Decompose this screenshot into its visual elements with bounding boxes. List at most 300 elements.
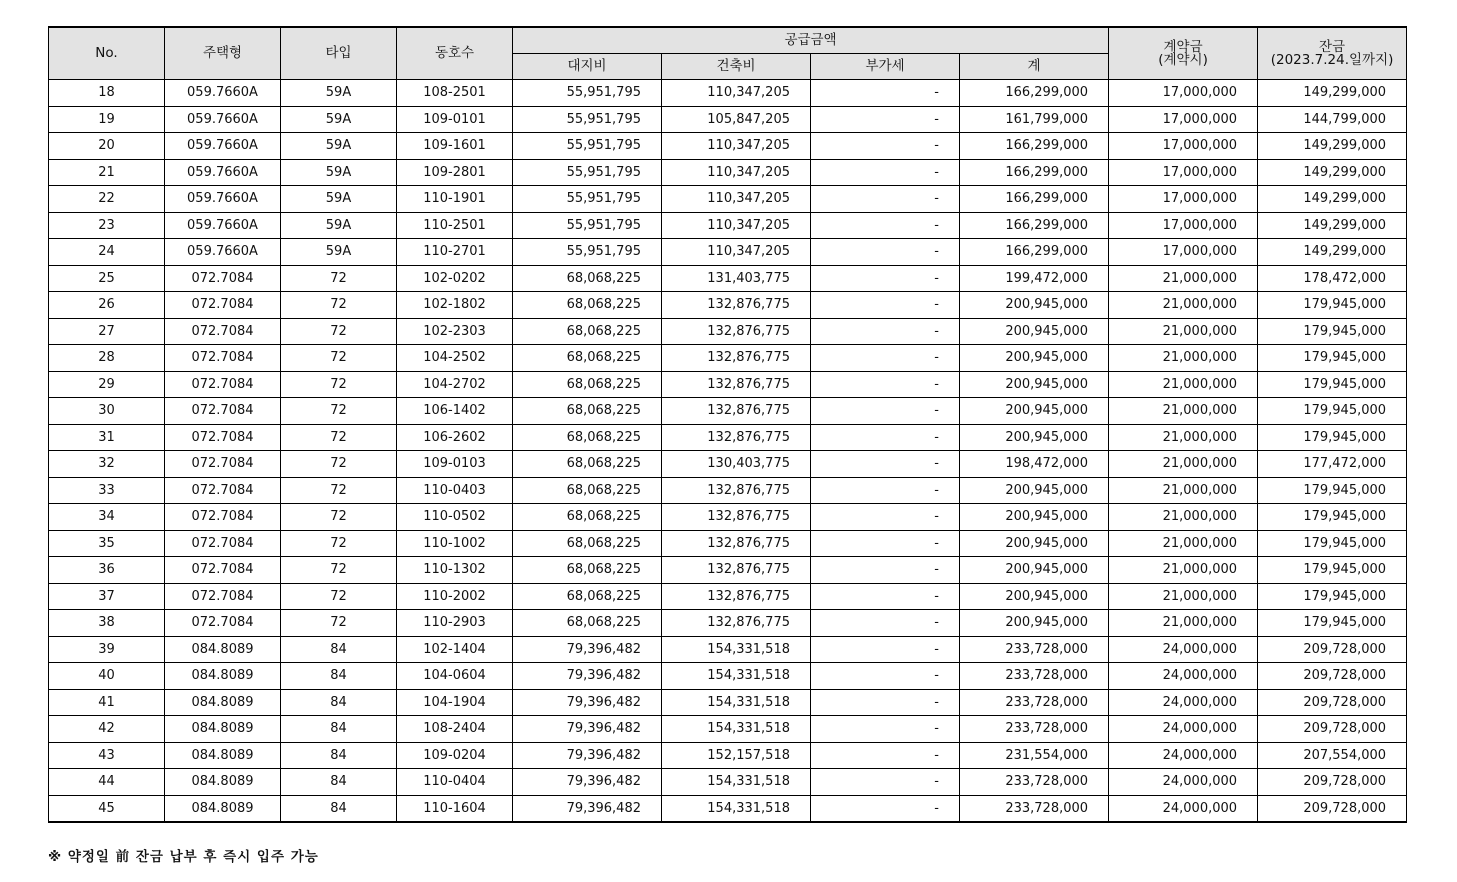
cell-building-cost: 152,157,518 [662, 742, 811, 769]
cell-building-cost: 132,876,775 [662, 398, 811, 425]
cell-balance: 179,945,000 [1258, 530, 1407, 557]
cell-building-cost: 132,876,775 [662, 530, 811, 557]
cell-house-type: 072.7084 [165, 265, 281, 292]
table-row [49, 318, 1407, 345]
cell-deposit: 21,000,000 [1109, 451, 1258, 478]
table-row [49, 345, 1407, 372]
header-deposit [1109, 27, 1258, 80]
cell-no: 24 [49, 239, 165, 266]
cell-vat: - [811, 451, 960, 478]
cell-type: 84 [281, 689, 397, 716]
cell-total: 166,299,000 [960, 239, 1109, 266]
cell-total: 233,728,000 [960, 769, 1109, 796]
cell-land-cost: 79,396,482 [513, 689, 662, 716]
cell-balance: 149,299,000 [1258, 159, 1407, 186]
cell-type: 84 [281, 742, 397, 769]
cell-land-cost: 68,068,225 [513, 504, 662, 531]
cell-building-cost: 132,876,775 [662, 583, 811, 610]
table-row [49, 398, 1407, 425]
cell-type: 84 [281, 663, 397, 690]
cell-vat: - [811, 742, 960, 769]
header-deposit-line1: 계약금 [1163, 38, 1203, 55]
table-row [49, 716, 1407, 743]
cell-unit: 102-0202 [397, 265, 513, 292]
cell-unit: 109-2801 [397, 159, 513, 186]
table-row [49, 212, 1407, 239]
cell-total: 200,945,000 [960, 530, 1109, 557]
cell-vat: - [811, 133, 960, 160]
cell-land-cost: 68,068,225 [513, 398, 662, 425]
cell-building-cost: 105,847,205 [662, 106, 811, 133]
cell-vat: - [811, 292, 960, 319]
cell-vat: - [811, 610, 960, 637]
cell-unit: 110-0502 [397, 504, 513, 531]
cell-vat: - [811, 504, 960, 531]
cell-vat: - [811, 583, 960, 610]
cell-land-cost: 68,068,225 [513, 265, 662, 292]
table-body [49, 80, 1407, 823]
cell-unit: 110-1002 [397, 530, 513, 557]
header-house-type: 주택형 [165, 27, 281, 80]
table-row [49, 530, 1407, 557]
cell-house-type: 084.8089 [165, 663, 281, 690]
cell-type: 84 [281, 716, 397, 743]
price-table [48, 26, 1407, 823]
cell-no: 31 [49, 424, 165, 451]
cell-no: 22 [49, 186, 165, 213]
cell-land-cost: 68,068,225 [513, 424, 662, 451]
header-land-cost: 대지비 [513, 54, 662, 80]
cell-type: 59A [281, 106, 397, 133]
cell-land-cost: 68,068,225 [513, 477, 662, 504]
table-row [49, 186, 1407, 213]
cell-vat: - [811, 663, 960, 690]
cell-total: 166,299,000 [960, 159, 1109, 186]
header-balance-line2: (2023.7.24.일까지) [1270, 51, 1394, 68]
table-header [49, 27, 1407, 80]
table-row [49, 583, 1407, 610]
cell-deposit: 21,000,000 [1109, 610, 1258, 637]
cell-building-cost: 154,331,518 [662, 663, 811, 690]
cell-unit: 109-1601 [397, 133, 513, 160]
cell-type: 59A [281, 80, 397, 107]
cell-unit: 108-2501 [397, 80, 513, 107]
cell-balance: 209,728,000 [1258, 769, 1407, 796]
cell-no: 34 [49, 504, 165, 531]
header-supply-amount: 공급금액 [513, 27, 1109, 54]
cell-building-cost: 132,876,775 [662, 477, 811, 504]
cell-type: 84 [281, 769, 397, 796]
cell-house-type: 072.7084 [165, 345, 281, 372]
cell-land-cost: 68,068,225 [513, 583, 662, 610]
table-row [49, 610, 1407, 637]
cell-house-type: 084.8089 [165, 636, 281, 663]
cell-building-cost: 132,876,775 [662, 557, 811, 584]
cell-land-cost: 55,951,795 [513, 239, 662, 266]
cell-house-type: 059.7660A [165, 186, 281, 213]
header-vat: 부가세 [811, 54, 960, 80]
cell-total: 233,728,000 [960, 795, 1109, 822]
cell-house-type: 059.7660A [165, 212, 281, 239]
cell-total: 200,945,000 [960, 557, 1109, 584]
header-type: 타입 [281, 27, 397, 80]
header-deposit-line2: (계약시) [1158, 51, 1208, 68]
header-total: 계 [960, 54, 1109, 80]
cell-house-type: 059.7660A [165, 133, 281, 160]
cell-deposit: 21,000,000 [1109, 371, 1258, 398]
cell-unit: 109-0101 [397, 106, 513, 133]
cell-unit: 102-2303 [397, 318, 513, 345]
cell-vat: - [811, 265, 960, 292]
table-row [49, 424, 1407, 451]
cell-deposit: 21,000,000 [1109, 265, 1258, 292]
cell-unit: 106-2602 [397, 424, 513, 451]
cell-balance: 179,945,000 [1258, 318, 1407, 345]
cell-no: 30 [49, 398, 165, 425]
cell-house-type: 072.7084 [165, 398, 281, 425]
cell-type: 72 [281, 610, 397, 637]
cell-land-cost: 55,951,795 [513, 106, 662, 133]
cell-land-cost: 68,068,225 [513, 557, 662, 584]
cell-type: 72 [281, 504, 397, 531]
cell-balance: 179,945,000 [1258, 583, 1407, 610]
cell-total: 233,728,000 [960, 636, 1109, 663]
cell-building-cost: 110,347,205 [662, 212, 811, 239]
cell-building-cost: 110,347,205 [662, 159, 811, 186]
cell-no: 35 [49, 530, 165, 557]
cell-no: 33 [49, 477, 165, 504]
cell-total: 166,299,000 [960, 80, 1109, 107]
cell-land-cost: 68,068,225 [513, 371, 662, 398]
cell-unit: 110-1302 [397, 557, 513, 584]
cell-building-cost: 154,331,518 [662, 795, 811, 822]
cell-house-type: 072.7084 [165, 583, 281, 610]
cell-house-type: 084.8089 [165, 689, 281, 716]
cell-vat: - [811, 795, 960, 822]
cell-balance: 209,728,000 [1258, 716, 1407, 743]
cell-unit: 104-1904 [397, 689, 513, 716]
cell-no: 32 [49, 451, 165, 478]
cell-total: 200,945,000 [960, 398, 1109, 425]
cell-balance: 209,728,000 [1258, 795, 1407, 822]
cell-land-cost: 68,068,225 [513, 345, 662, 372]
table-row [49, 769, 1407, 796]
cell-balance: 179,945,000 [1258, 292, 1407, 319]
cell-no: 37 [49, 583, 165, 610]
cell-type: 59A [281, 212, 397, 239]
cell-total: 198,472,000 [960, 451, 1109, 478]
cell-deposit: 24,000,000 [1109, 769, 1258, 796]
cell-no: 45 [49, 795, 165, 822]
cell-land-cost: 68,068,225 [513, 318, 662, 345]
cell-type: 72 [281, 318, 397, 345]
cell-land-cost: 79,396,482 [513, 636, 662, 663]
cell-balance: 207,554,000 [1258, 742, 1407, 769]
cell-vat: - [811, 398, 960, 425]
cell-total: 231,554,000 [960, 742, 1109, 769]
cell-land-cost: 55,951,795 [513, 212, 662, 239]
table-row [49, 159, 1407, 186]
cell-no: 41 [49, 689, 165, 716]
cell-type: 72 [281, 292, 397, 319]
cell-building-cost: 132,876,775 [662, 292, 811, 319]
cell-balance: 144,799,000 [1258, 106, 1407, 133]
cell-type: 59A [281, 159, 397, 186]
cell-land-cost: 68,068,225 [513, 610, 662, 637]
cell-land-cost: 79,396,482 [513, 663, 662, 690]
cell-house-type: 072.7084 [165, 557, 281, 584]
table-row [49, 265, 1407, 292]
cell-building-cost: 131,403,775 [662, 265, 811, 292]
cell-unit: 104-0604 [397, 663, 513, 690]
cell-vat: - [811, 212, 960, 239]
cell-deposit: 17,000,000 [1109, 159, 1258, 186]
cell-total: 200,945,000 [960, 371, 1109, 398]
cell-no: 36 [49, 557, 165, 584]
table-row [49, 80, 1407, 107]
header-no: No. [49, 27, 165, 80]
cell-total: 200,945,000 [960, 477, 1109, 504]
cell-deposit: 17,000,000 [1109, 186, 1258, 213]
cell-balance: 149,299,000 [1258, 239, 1407, 266]
cell-type: 84 [281, 636, 397, 663]
cell-deposit: 21,000,000 [1109, 292, 1258, 319]
cell-vat: - [811, 636, 960, 663]
cell-building-cost: 154,331,518 [662, 689, 811, 716]
cell-house-type: 059.7660A [165, 106, 281, 133]
cell-type: 72 [281, 530, 397, 557]
cell-building-cost: 154,331,518 [662, 769, 811, 796]
cell-unit: 110-2501 [397, 212, 513, 239]
cell-land-cost: 79,396,482 [513, 742, 662, 769]
cell-land-cost: 68,068,225 [513, 530, 662, 557]
cell-house-type: 072.7084 [165, 424, 281, 451]
cell-unit: 110-0404 [397, 769, 513, 796]
table-row [49, 742, 1407, 769]
cell-type: 72 [281, 424, 397, 451]
cell-land-cost: 79,396,482 [513, 716, 662, 743]
cell-building-cost: 110,347,205 [662, 239, 811, 266]
table-row [49, 371, 1407, 398]
cell-balance: 209,728,000 [1258, 689, 1407, 716]
cell-balance: 178,472,000 [1258, 265, 1407, 292]
cell-vat: - [811, 689, 960, 716]
cell-balance: 179,945,000 [1258, 345, 1407, 372]
cell-deposit: 24,000,000 [1109, 636, 1258, 663]
cell-deposit: 17,000,000 [1109, 80, 1258, 107]
cell-building-cost: 130,403,775 [662, 451, 811, 478]
cell-balance: 149,299,000 [1258, 80, 1407, 107]
cell-balance: 209,728,000 [1258, 663, 1407, 690]
cell-balance: 179,945,000 [1258, 371, 1407, 398]
cell-deposit: 24,000,000 [1109, 795, 1258, 822]
cell-building-cost: 132,876,775 [662, 610, 811, 637]
cell-deposit: 24,000,000 [1109, 663, 1258, 690]
cell-building-cost: 154,331,518 [662, 636, 811, 663]
table-row [49, 689, 1407, 716]
cell-no: 27 [49, 318, 165, 345]
cell-no: 25 [49, 265, 165, 292]
table-row [49, 292, 1407, 319]
cell-vat: - [811, 186, 960, 213]
cell-land-cost: 79,396,482 [513, 795, 662, 822]
cell-total: 233,728,000 [960, 689, 1109, 716]
table-row [49, 795, 1407, 822]
cell-deposit: 24,000,000 [1109, 689, 1258, 716]
cell-no: 21 [49, 159, 165, 186]
cell-type: 59A [281, 239, 397, 266]
cell-total: 233,728,000 [960, 716, 1109, 743]
cell-no: 38 [49, 610, 165, 637]
cell-house-type: 072.7084 [165, 371, 281, 398]
cell-no: 42 [49, 716, 165, 743]
cell-no: 39 [49, 636, 165, 663]
cell-balance: 179,945,000 [1258, 504, 1407, 531]
cell-unit: 110-1604 [397, 795, 513, 822]
table-row [49, 557, 1407, 584]
cell-building-cost: 110,347,205 [662, 133, 811, 160]
cell-deposit: 21,000,000 [1109, 477, 1258, 504]
cell-house-type: 072.7084 [165, 477, 281, 504]
cell-unit: 102-1802 [397, 292, 513, 319]
cell-unit: 110-0403 [397, 477, 513, 504]
cell-type: 59A [281, 186, 397, 213]
cell-total: 200,945,000 [960, 318, 1109, 345]
cell-type: 72 [281, 398, 397, 425]
cell-total: 200,945,000 [960, 292, 1109, 319]
cell-deposit: 21,000,000 [1109, 557, 1258, 584]
cell-balance: 179,945,000 [1258, 557, 1407, 584]
cell-type: 72 [281, 583, 397, 610]
cell-deposit: 21,000,000 [1109, 504, 1258, 531]
cell-unit: 104-2502 [397, 345, 513, 372]
table-row [49, 663, 1407, 690]
cell-deposit: 17,000,000 [1109, 106, 1258, 133]
cell-unit: 106-1402 [397, 398, 513, 425]
cell-unit: 102-1404 [397, 636, 513, 663]
cell-no: 26 [49, 292, 165, 319]
cell-vat: - [811, 424, 960, 451]
cell-vat: - [811, 530, 960, 557]
cell-no: 23 [49, 212, 165, 239]
cell-house-type: 059.7660A [165, 80, 281, 107]
cell-building-cost: 132,876,775 [662, 424, 811, 451]
cell-deposit: 17,000,000 [1109, 239, 1258, 266]
cell-vat: - [811, 716, 960, 743]
cell-balance: 149,299,000 [1258, 133, 1407, 160]
table-row [49, 504, 1407, 531]
cell-unit: 110-2903 [397, 610, 513, 637]
cell-no: 40 [49, 663, 165, 690]
cell-unit: 109-0103 [397, 451, 513, 478]
cell-vat: - [811, 318, 960, 345]
header-balance [1258, 27, 1407, 80]
header-unit: 동호수 [397, 27, 513, 80]
cell-no: 28 [49, 345, 165, 372]
cell-type: 72 [281, 371, 397, 398]
cell-house-type: 072.7084 [165, 530, 281, 557]
cell-building-cost: 132,876,775 [662, 504, 811, 531]
cell-no: 19 [49, 106, 165, 133]
cell-total: 200,945,000 [960, 504, 1109, 531]
cell-vat: - [811, 769, 960, 796]
cell-type: 84 [281, 795, 397, 822]
cell-balance: 177,472,000 [1258, 451, 1407, 478]
cell-deposit: 24,000,000 [1109, 742, 1258, 769]
cell-balance: 179,945,000 [1258, 610, 1407, 637]
cell-type: 59A [281, 133, 397, 160]
cell-total: 200,945,000 [960, 610, 1109, 637]
cell-total: 166,299,000 [960, 186, 1109, 213]
cell-house-type: 084.8089 [165, 742, 281, 769]
cell-deposit: 17,000,000 [1109, 133, 1258, 160]
footnote: ※ 약정일 前 잔금 납부 후 즉시 입주 가능 [48, 849, 319, 865]
cell-house-type: 084.8089 [165, 795, 281, 822]
cell-deposit: 21,000,000 [1109, 398, 1258, 425]
cell-building-cost: 110,347,205 [662, 80, 811, 107]
cell-no: 20 [49, 133, 165, 160]
cell-vat: - [811, 557, 960, 584]
cell-vat: - [811, 477, 960, 504]
table-row [49, 106, 1407, 133]
header-building-cost: 건축비 [662, 54, 811, 80]
cell-deposit: 17,000,000 [1109, 212, 1258, 239]
cell-house-type: 084.8089 [165, 769, 281, 796]
cell-house-type: 059.7660A [165, 239, 281, 266]
cell-building-cost: 132,876,775 [662, 371, 811, 398]
cell-total: 199,472,000 [960, 265, 1109, 292]
cell-deposit: 21,000,000 [1109, 530, 1258, 557]
cell-unit: 110-2002 [397, 583, 513, 610]
cell-land-cost: 55,951,795 [513, 159, 662, 186]
cell-total: 166,299,000 [960, 133, 1109, 160]
table-row [49, 451, 1407, 478]
cell-building-cost: 132,876,775 [662, 345, 811, 372]
cell-land-cost: 55,951,795 [513, 133, 662, 160]
table-row [49, 636, 1407, 663]
cell-house-type: 072.7084 [165, 504, 281, 531]
cell-type: 72 [281, 451, 397, 478]
cell-unit: 109-0204 [397, 742, 513, 769]
cell-balance: 179,945,000 [1258, 398, 1407, 425]
table-row [49, 477, 1407, 504]
cell-building-cost: 154,331,518 [662, 716, 811, 743]
cell-land-cost: 55,951,795 [513, 80, 662, 107]
cell-vat: - [811, 80, 960, 107]
price-table-container [48, 26, 1406, 823]
cell-total: 166,299,000 [960, 212, 1109, 239]
cell-balance: 179,945,000 [1258, 424, 1407, 451]
cell-deposit: 24,000,000 [1109, 716, 1258, 743]
cell-balance: 209,728,000 [1258, 636, 1407, 663]
cell-total: 200,945,000 [960, 424, 1109, 451]
cell-no: 44 [49, 769, 165, 796]
cell-house-type: 084.8089 [165, 716, 281, 743]
table-row [49, 133, 1407, 160]
cell-deposit: 21,000,000 [1109, 583, 1258, 610]
cell-balance: 149,299,000 [1258, 212, 1407, 239]
cell-vat: - [811, 371, 960, 398]
cell-total: 161,799,000 [960, 106, 1109, 133]
cell-no: 29 [49, 371, 165, 398]
cell-balance: 149,299,000 [1258, 186, 1407, 213]
cell-deposit: 21,000,000 [1109, 345, 1258, 372]
cell-unit: 104-2702 [397, 371, 513, 398]
cell-total: 200,945,000 [960, 345, 1109, 372]
cell-house-type: 072.7084 [165, 292, 281, 319]
cell-vat: - [811, 345, 960, 372]
cell-type: 72 [281, 345, 397, 372]
